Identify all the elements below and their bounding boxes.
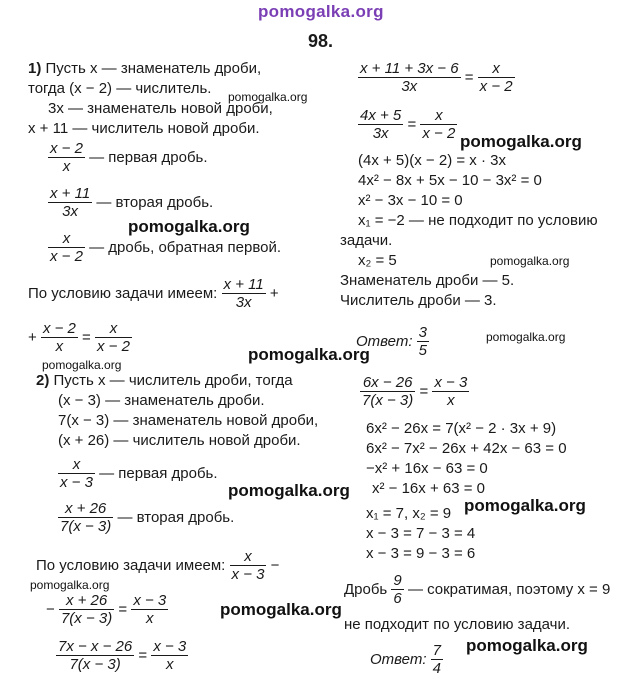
r5-line: x² − 3x − 10 = 0 [358, 192, 463, 209]
watermark: pomogalka.org [220, 600, 342, 619]
part2-label: 2) [36, 372, 50, 389]
fraction: $\frac{9}{6}$ [393, 572, 402, 607]
s3-line: 6x² − 7x² − 26x + 42x − 63 = 0 [366, 440, 567, 457]
fraction: $\frac{x - 3}{x}$ [133, 592, 167, 627]
part1-label: 1) [28, 60, 42, 77]
first-fraction-label: — первая дробь. [89, 148, 208, 166]
r6-line: x₁ = −2 — не подходит по условию [358, 212, 598, 229]
fraction: $\frac{3}{5}$ [418, 324, 428, 359]
r3-line: (4x + 5)(x − 2) = x · 3x [358, 152, 506, 169]
r4-line: 4x² − 8x + 5x − 10 − 3x² = 0 [358, 172, 542, 189]
r2-row [358, 107, 457, 142]
watermark: pomogalka.org [128, 217, 250, 236]
part2-text1: Пусть x — числитель дроби, тогда [53, 372, 293, 389]
part2-line3: 7(x − 3) — знаменатель новой дроби, [58, 412, 319, 429]
r7-line: задачи. [340, 232, 393, 249]
watermark: pomogalka.org [466, 636, 588, 655]
equals-sign: = [407, 115, 417, 133]
condition1-text: По условию задачи имеем: [28, 284, 218, 302]
answer2-row [370, 642, 443, 677]
g2-fraction-row [58, 500, 234, 535]
fraction: $\frac{x + 11 + 3x - 6}{3x}$ [360, 60, 459, 95]
part2-line4: (x + 26) — числитель новой дроби. [58, 432, 301, 449]
s9-pre: Дробь [344, 580, 388, 598]
sign: − [46, 600, 55, 618]
g1-label: — первая дробь. [99, 464, 218, 482]
sign: + [28, 328, 37, 346]
s10-line: не подходит по условию задачи. [344, 616, 571, 633]
plus-sign: + [269, 284, 279, 302]
part1-text1: Пусть x — знаменатель дроби, [45, 60, 262, 77]
g1-fraction-row [58, 456, 218, 491]
second-fraction-row [48, 185, 213, 220]
fraction: $\frac{6x - 26}{7(x - 3)}$ [362, 374, 414, 409]
problem-number: 98. [308, 31, 334, 51]
fraction: $\frac{7x - x - 26}{7(x - 3)}$ [58, 638, 133, 673]
s6-line: x₁ = 7, x₂ = 9 [366, 505, 452, 522]
equals-sign: = [82, 328, 91, 346]
g2-label: — вторая дробь. [117, 508, 235, 526]
equation2-row [46, 592, 168, 627]
part2-line1 [36, 372, 293, 390]
fraction: $\frac{x}{x - 2}$ [96, 320, 130, 355]
s7-line: x − 3 = 7 − 3 = 4 [366, 525, 476, 542]
minus-sign: − [270, 556, 280, 574]
s9-row [344, 572, 610, 607]
s1-row [360, 374, 469, 409]
equals-sign: = [464, 68, 474, 86]
fraction: $\frac{x + 26}{7(x - 3)}$ [60, 592, 113, 627]
part2-line2: (x − 3) — знаменатель дроби. [58, 392, 265, 409]
watermark: pomogalka.org [42, 358, 122, 372]
watermark: pomogalka.org [490, 254, 570, 268]
fraction: $\frac{7}{4}$ [432, 642, 442, 677]
fraction: $\frac{x}{x - 3}$ [60, 456, 93, 491]
answer1-label: Ответ: [356, 332, 413, 350]
first-fraction-row [48, 140, 208, 175]
watermark: pomogalka.org [30, 578, 110, 592]
watermark: pomogalka.org [464, 496, 586, 515]
fraction: $\frac{x - 2}{x}$ [42, 320, 76, 355]
fraction: $\frac{x}{x - 2}$ [479, 60, 513, 95]
r9-line: Знаменатель дроби — 5. [340, 272, 515, 289]
s5-line: x² − 16x + 63 = 0 [372, 480, 485, 497]
equation1-row [28, 320, 132, 355]
equals-sign: = [138, 646, 148, 664]
s8-line: x − 3 = 9 − 3 = 6 [366, 545, 476, 562]
equals-sign: = [419, 382, 429, 400]
equation3-row [56, 638, 188, 673]
site-header: pomogalka.org [258, 2, 384, 21]
condition2-text: По условию задачи имеем: [36, 556, 226, 574]
part1-line4: x + 11 — числитель новой дроби. [28, 120, 260, 137]
watermark: pomogalka.org [248, 345, 370, 364]
fraction: $\frac{x + 26}{7(x - 3)}$ [60, 500, 112, 535]
part1-line2: тогда (x − 2) — числитель. [28, 80, 212, 97]
fraction: $\frac{x + 11}{3x}$ [223, 276, 264, 311]
s2-line: 6x² − 26x = 7(x² − 2 · 3x + 9) [366, 420, 557, 437]
fraction: $\frac{x - 2}{x}$ [50, 140, 83, 175]
second-fraction-label: — вторая дробь. [96, 193, 214, 211]
part1-line1 [28, 60, 261, 78]
inverse-fraction-label: — дробь, обратная первой. [89, 238, 282, 256]
part1-line3: 3x — знаменатель новой дроби, [48, 100, 273, 117]
fraction: $\frac{4x + 5}{3x}$ [360, 107, 402, 142]
fraction: $\frac{x}{x - 3}$ [231, 548, 265, 583]
equals-sign: = [118, 600, 128, 618]
fraction: $\frac{x}{x - 2}$ [50, 230, 83, 265]
fraction: $\frac{x - 3}{x}$ [153, 638, 187, 673]
watermark: pomogalka.org [228, 481, 350, 500]
watermark: pomogalka.org [460, 132, 582, 151]
watermark: pomogalka.org [228, 90, 308, 104]
fraction: $\frac{x}{x - 2}$ [422, 107, 456, 142]
r1-row [358, 60, 515, 95]
fraction: $\frac{x + 11}{3x}$ [50, 185, 91, 220]
watermark: pomogalka.org [486, 330, 566, 344]
condition1-row [28, 276, 279, 311]
s9-post: — сократимая, поэтому x = 9 [407, 580, 611, 598]
s4-line: −x² + 16x − 63 = 0 [366, 460, 488, 477]
r8-line: x₂ = 5 [358, 252, 397, 269]
r10-line: Числитель дроби — 3. [340, 292, 497, 309]
answer2-label: Ответ: [370, 650, 427, 668]
fraction: $\frac{x - 3}{x}$ [434, 374, 468, 409]
